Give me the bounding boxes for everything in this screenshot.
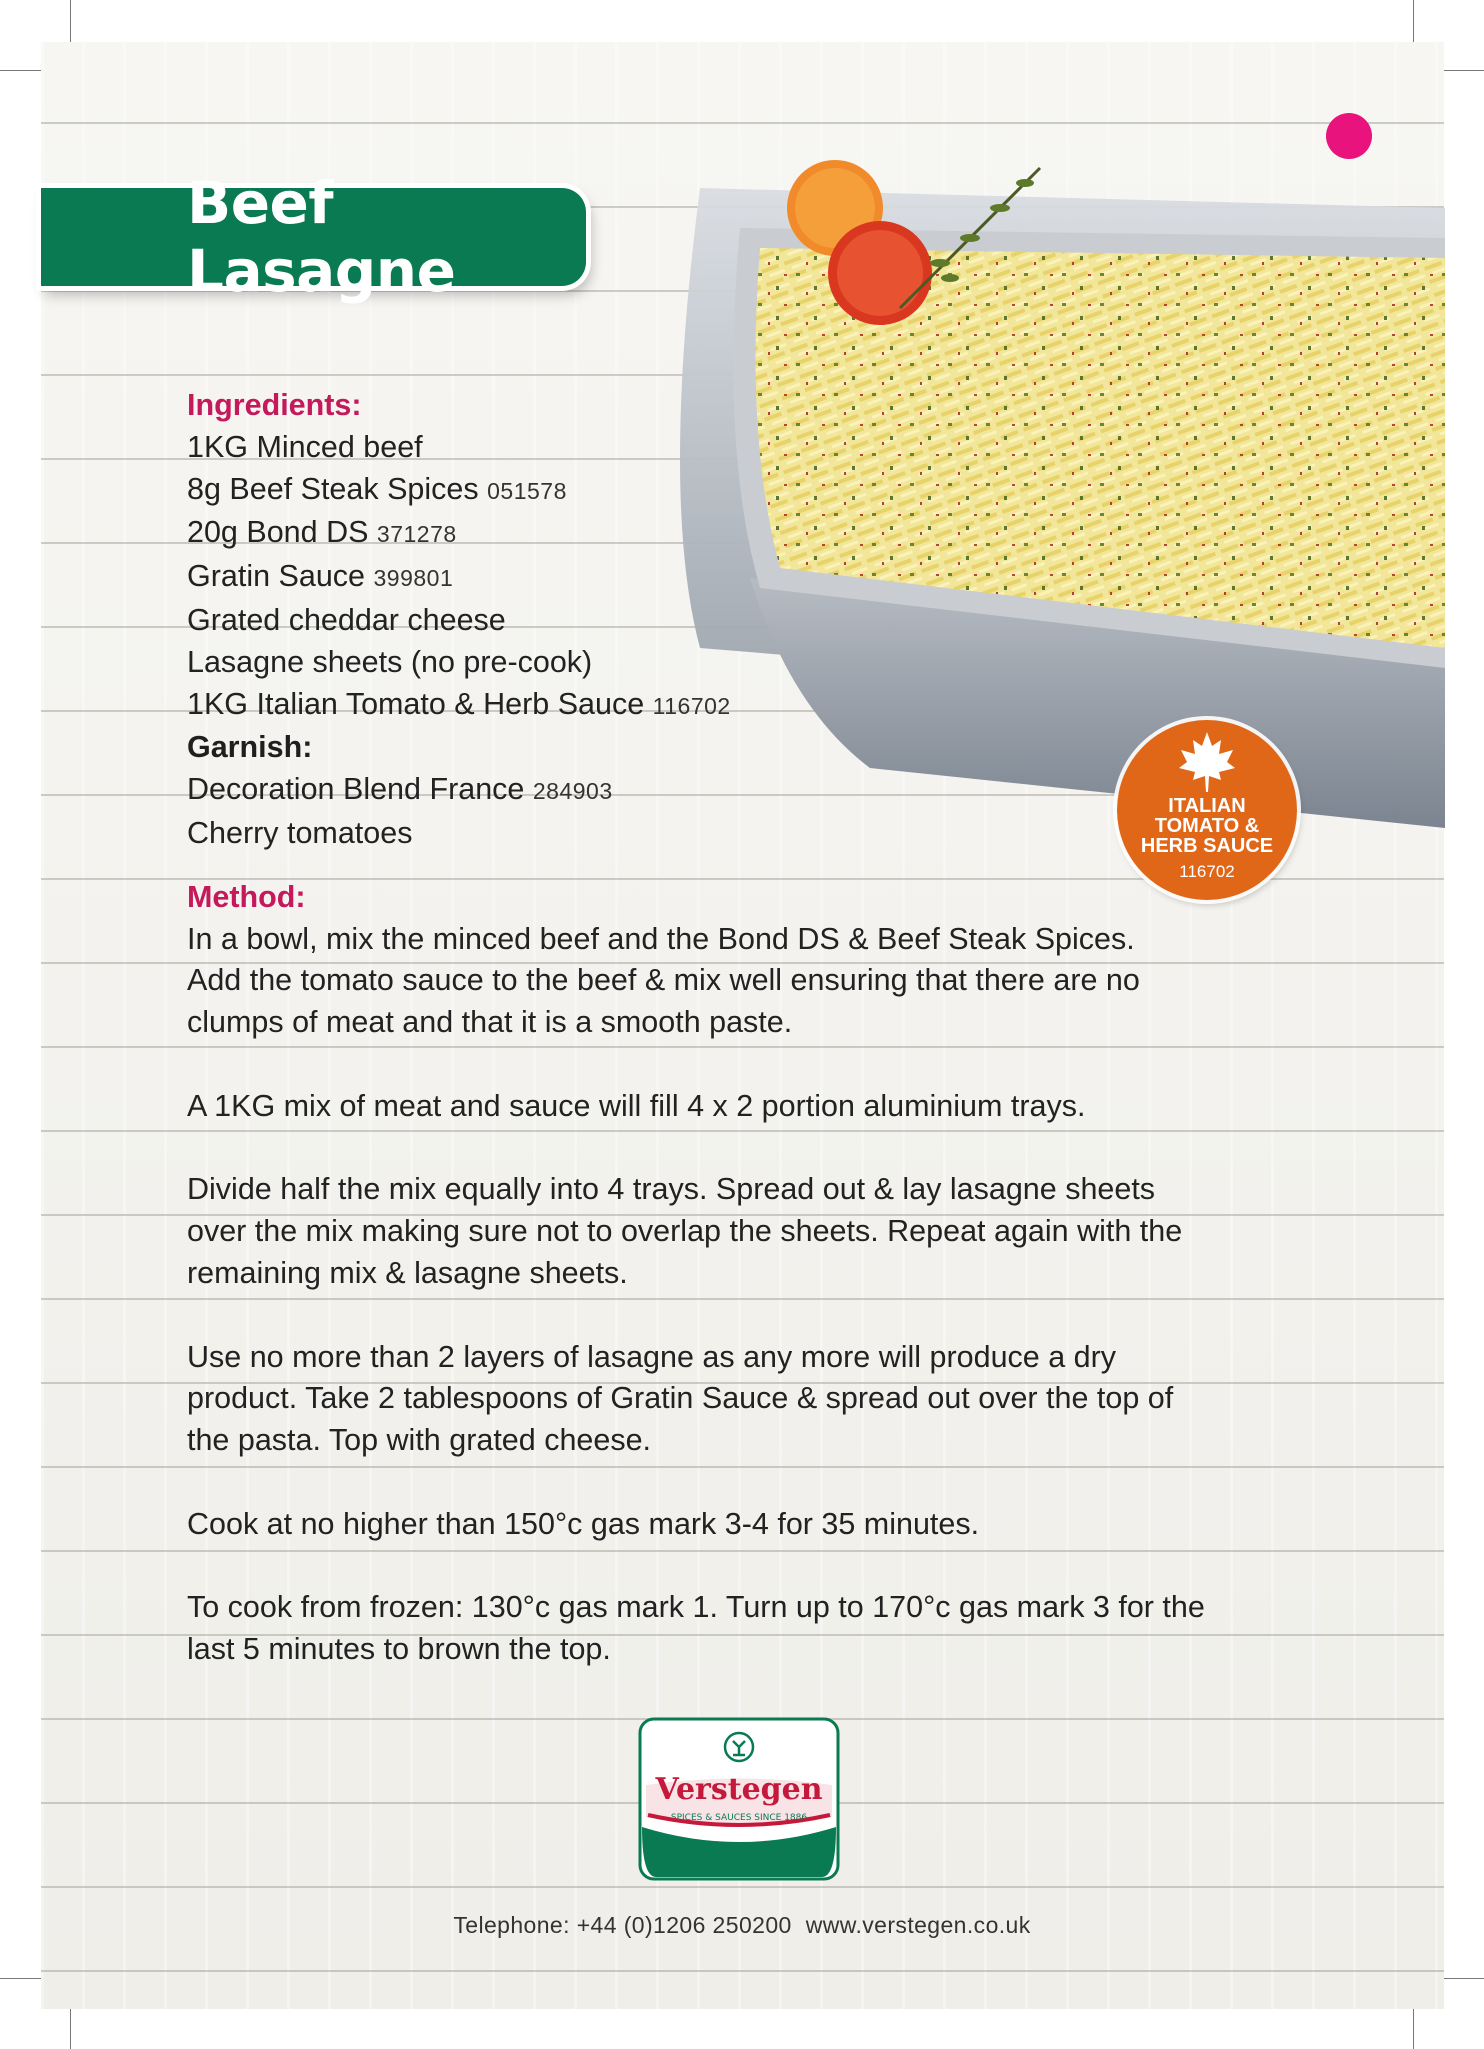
verstegen-logo <box>638 1717 840 1881</box>
method-step: A 1KG mix of meat and sauce will fill 4 x 2 portion aluminium trays. <box>187 1088 1086 1123</box>
ingredients-heading: Ingredients: <box>187 388 362 422</box>
ingredients-list <box>187 427 1317 728</box>
crop-mark <box>1440 70 1484 71</box>
method-step: In a bowl, mix the minced beef and the Bond DS & Beef Steak Spices. Add the tomato sauce to the beef & mix well ensuring that there are no clumps of meat and that it is a smooth paste. <box>187 921 1140 1040</box>
recipe-content <box>187 385 1317 1671</box>
list-item: Decoration Blend France 284903 <box>187 772 613 807</box>
product-code: 284903 <box>532 778 613 805</box>
crop-mark <box>0 70 44 71</box>
product-code: 051578 <box>487 477 567 504</box>
product-code: 399801 <box>373 565 454 592</box>
logo-wordmark: Verstegen <box>655 1772 823 1807</box>
method-heading: Method: <box>187 879 306 914</box>
product-code: 371278 <box>376 521 457 548</box>
badge-label: ITALIAN TOMATO & HERB SAUCE <box>1140 795 1274 857</box>
telephone: Telephone: +44 (0)1206 250200 <box>453 1912 792 1938</box>
website-link[interactable]: www.verstegen.co.uk <box>805 1912 1031 1938</box>
list-item: Cherry tomatoes <box>187 815 413 850</box>
list-item: 1KG Minced beef <box>187 429 423 464</box>
list-item: 1KG Italian Tomato & Herb Sauce 116702 <box>187 686 731 721</box>
crop-mark <box>1440 1978 1484 1979</box>
garnish-heading: Garnish: <box>187 730 313 765</box>
crop-mark <box>0 1978 44 1979</box>
crop-mark <box>1413 2005 1414 2049</box>
list-item: 20g Bond DS 371278 <box>187 515 457 550</box>
recipe-title: Beef Lasagne <box>187 169 456 305</box>
crop-mark <box>70 0 71 44</box>
badge-code: 116702 <box>1179 862 1235 881</box>
list-item: Gratin Sauce 399801 <box>187 559 454 594</box>
list-item: Grated cheddar cheese <box>187 602 506 637</box>
contact-line <box>0 1912 1484 1939</box>
product-badge <box>1117 720 1297 900</box>
crop-mark <box>70 2005 71 2049</box>
method-step: Use no more than 2 layers of lasagne as any more will produce a dry product. Take 2 tablespoons of Gratin Sauce & spread out over the top of the pasta. Top with grated cheese. <box>187 1339 1174 1458</box>
method-step: Divide half the mix equally into 4 trays. Spread out & lay lasagne sheets over the mix making sure not to overlap the sheets. Repeat again with the remaining mix & lasagne sheets. <box>187 1172 1183 1290</box>
method-step: Cook at no higher than 150°c gas mark 3-4 for 35 minutes. <box>187 1506 980 1541</box>
maple-leaf-icon <box>1177 730 1237 794</box>
title-banner <box>41 169 586 305</box>
logo-tagline: SPICES & SAUCES SINCE 1886 <box>670 1813 808 1823</box>
list-item: Lasagne sheets (no pre-cook) <box>187 644 593 679</box>
crop-mark <box>1413 0 1414 44</box>
method-step: To cook from frozen: 130°c gas mark 1. Turn up to 170°c gas mark 3 for the last 5 minutes to brown the top. <box>187 1590 1205 1667</box>
product-code: 116702 <box>652 692 731 719</box>
list-item: 8g Beef Steak Spices 051578 <box>187 471 567 506</box>
